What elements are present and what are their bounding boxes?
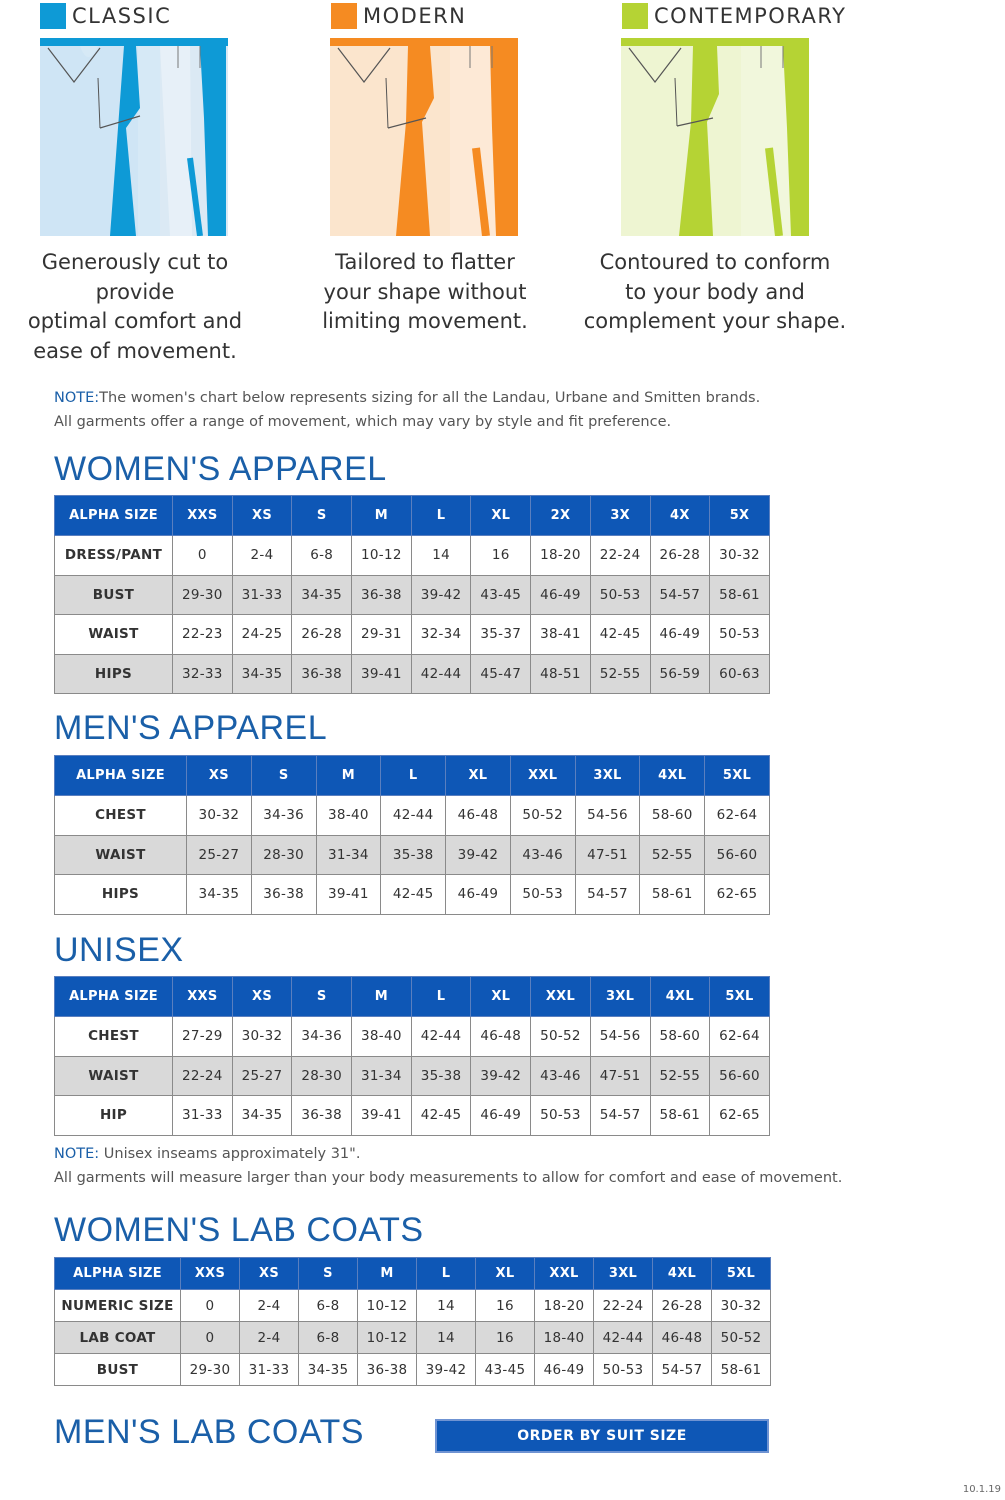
size-header-cell: M [352, 496, 412, 536]
measurement-cell: 54-57 [575, 875, 640, 915]
fit-contemporary-heading [622, 2, 847, 30]
measurement-label: BUST [55, 575, 173, 615]
size-header-cell: 2X [531, 496, 591, 536]
size-header-cell: XL [446, 756, 511, 796]
table-row [55, 1056, 770, 1096]
womens-lab-coats-title: WOMEN'S LAB COATS [54, 1211, 424, 1249]
womens-size-table [54, 495, 770, 694]
fit-contemporary-description [580, 248, 850, 337]
measurement-cell: 30-32 [187, 796, 252, 836]
measurement-cell: 42-44 [411, 1017, 471, 1057]
measurement-label: WAIST [55, 1056, 173, 1096]
measurement-cell: 46-49 [650, 615, 710, 655]
womens-lab-coats-table [54, 1257, 771, 1386]
measurement-cell: 54-57 [653, 1354, 712, 1386]
measurement-cell: 25-27 [187, 835, 252, 875]
measurement-cell: 34-35 [299, 1354, 358, 1386]
measurement-cell: 34-36 [292, 1017, 352, 1057]
measurement-cell: 42-44 [411, 654, 471, 694]
measurement-cell: 31-33 [232, 575, 292, 615]
table-header-row [55, 756, 770, 796]
measurement-cell: 2-4 [232, 536, 292, 576]
measurement-cell: 36-38 [251, 875, 316, 915]
size-header-cell: XXS [173, 977, 233, 1017]
size-header-cell: L [381, 756, 446, 796]
measurement-cell: 54-57 [650, 575, 710, 615]
womens-apparel-title: WOMEN'S APPAREL [54, 450, 387, 488]
measurement-cell: 31-33 [173, 1096, 233, 1136]
table-row [55, 536, 770, 576]
measurement-cell: 34-35 [232, 654, 292, 694]
measurement-cell: 28-30 [292, 1056, 352, 1096]
size-header-cell: XL [476, 1258, 535, 1290]
modern-desc-line: Tailored to flatter [335, 250, 515, 274]
size-header-cell: 5X [710, 496, 770, 536]
measurement-cell: 31-33 [240, 1354, 299, 1386]
measurement-cell: 28-30 [251, 835, 316, 875]
table-row [55, 615, 770, 655]
measurement-cell: 6-8 [299, 1290, 358, 1322]
size-header-cell: L [411, 977, 471, 1017]
unisex-note-line-1 [54, 1142, 954, 1166]
measurement-cell: 50-53 [510, 875, 575, 915]
measurement-cell: 62-64 [705, 796, 770, 836]
measurement-label: WAIST [55, 835, 187, 875]
measurement-cell: 34-35 [232, 1096, 292, 1136]
measurement-cell: 43-46 [531, 1056, 591, 1096]
measurement-cell: 46-49 [535, 1354, 594, 1386]
alpha-size-header: ALPHA SIZE [55, 496, 173, 536]
measurement-cell: 60-63 [710, 654, 770, 694]
measurement-cell: 10-12 [358, 1290, 417, 1322]
modern-desc-line: limiting movement. [322, 309, 528, 333]
measurement-label: DRESS/PANT [55, 536, 173, 576]
measurement-cell: 18-20 [531, 536, 591, 576]
size-header-cell: L [417, 1258, 476, 1290]
fit-contemporary-title: CONTEMPORARY [654, 4, 847, 28]
measurement-cell: 22-24 [590, 536, 650, 576]
measurement-cell: 31-34 [352, 1056, 412, 1096]
size-header-cell: XXL [510, 756, 575, 796]
size-header-cell: M [352, 977, 412, 1017]
modern-garment-illustration [330, 38, 518, 236]
size-header-cell: S [299, 1258, 358, 1290]
measurement-cell: 58-60 [640, 796, 705, 836]
measurement-cell: 2-4 [240, 1322, 299, 1354]
measurement-cell: 43-45 [476, 1354, 535, 1386]
measurement-cell: 10-12 [358, 1322, 417, 1354]
measurement-cell: 30-32 [712, 1290, 771, 1322]
measurement-cell: 14 [417, 1322, 476, 1354]
measurement-cell: 39-42 [446, 835, 511, 875]
measurement-cell: 25-27 [232, 1056, 292, 1096]
measurement-cell: 46-48 [653, 1322, 712, 1354]
classic-desc-line: Generously cut to provide [41, 250, 229, 304]
classic-desc-line: ease of movement. [33, 338, 237, 363]
measurement-cell: 46-49 [531, 575, 591, 615]
note-label: NOTE: [54, 1146, 100, 1162]
measurement-cell: 54-57 [590, 1096, 650, 1136]
measurement-cell: 45-47 [471, 654, 531, 694]
sizing-note [54, 386, 954, 434]
measurement-label: BUST [55, 1354, 181, 1386]
contemporary-desc-line: complement your shape. [583, 309, 847, 333]
size-header-cell: 4X [650, 496, 710, 536]
measurement-cell: 14 [417, 1290, 476, 1322]
contemporary-desc-line: to your body and [625, 279, 805, 304]
measurement-cell: 50-52 [531, 1017, 591, 1057]
measurement-cell: 36-38 [358, 1354, 417, 1386]
measurement-label: NUMERIC SIZE [55, 1290, 181, 1322]
mens-lab-coats-title: MEN'S LAB COATS [54, 1413, 364, 1451]
measurement-label: WAIST [55, 615, 173, 655]
measurement-cell: 58-61 [712, 1354, 771, 1386]
measurement-cell: 34-35 [187, 875, 252, 915]
size-header-cell: XS [232, 496, 292, 536]
contemporary-swatch [622, 3, 648, 29]
measurement-cell: 2-4 [240, 1290, 299, 1322]
measurement-cell: 46-48 [471, 1017, 531, 1057]
measurement-cell: 43-46 [510, 835, 575, 875]
measurement-cell: 0 [181, 1290, 240, 1322]
measurement-cell: 34-35 [292, 575, 352, 615]
table-row [55, 1354, 771, 1386]
measurement-cell: 50-53 [531, 1096, 591, 1136]
measurement-cell: 24-25 [232, 615, 292, 655]
measurement-cell: 38-40 [352, 1017, 412, 1057]
measurement-cell: 47-51 [575, 835, 640, 875]
modern-swatch [331, 3, 357, 29]
size-header-cell: 4XL [640, 756, 705, 796]
table-header-row [55, 496, 770, 536]
measurement-cell: 35-38 [381, 835, 446, 875]
table-row [55, 1290, 771, 1322]
measurement-cell: 50-53 [710, 615, 770, 655]
size-header-cell: 5XL [710, 977, 770, 1017]
order-by-suit-size-button[interactable]: ORDER BY SUIT SIZE [435, 1419, 769, 1453]
table-row [55, 575, 770, 615]
measurement-cell: 31-34 [316, 835, 381, 875]
modern-desc-line: your shape without [323, 279, 527, 304]
measurement-cell: 36-38 [352, 575, 412, 615]
measurement-cell: 39-42 [417, 1354, 476, 1386]
measurement-cell: 50-52 [510, 796, 575, 836]
measurement-cell: 58-60 [650, 1017, 710, 1057]
measurement-cell: 6-8 [292, 536, 352, 576]
measurement-label: CHEST [55, 796, 187, 836]
measurement-cell: 30-32 [710, 536, 770, 576]
measurement-cell: 42-45 [411, 1096, 471, 1136]
measurement-cell: 46-49 [471, 1096, 531, 1136]
table-row [55, 796, 770, 836]
classic-desc-line: optimal comfort and [27, 309, 243, 333]
measurement-cell: 39-41 [316, 875, 381, 915]
measurement-cell: 50-53 [594, 1354, 653, 1386]
measurement-cell: 0 [181, 1322, 240, 1354]
size-header-cell: S [292, 977, 352, 1017]
measurement-cell: 42-45 [381, 875, 446, 915]
size-header-cell: S [251, 756, 316, 796]
measurement-cell: 18-20 [535, 1290, 594, 1322]
size-header-cell: 3XL [590, 977, 650, 1017]
measurement-label: HIPS [55, 875, 187, 915]
measurement-cell: 52-55 [640, 835, 705, 875]
size-header-cell: 5XL [705, 756, 770, 796]
size-header-cell: 3XL [575, 756, 640, 796]
measurement-cell: 16 [476, 1322, 535, 1354]
version-label: 10.1.19 [962, 1484, 1001, 1495]
measurement-cell: 54-56 [590, 1017, 650, 1057]
measurement-cell: 48-51 [531, 654, 591, 694]
measurement-cell: 26-28 [650, 536, 710, 576]
measurement-cell: 62-65 [710, 1096, 770, 1136]
measurement-cell: 36-38 [292, 654, 352, 694]
table-row [55, 1096, 770, 1136]
measurement-cell: 52-55 [590, 654, 650, 694]
size-header-cell: XS [240, 1258, 299, 1290]
measurement-label: HIPS [55, 654, 173, 694]
table-header-row [55, 977, 770, 1017]
unisex-size-table [54, 976, 770, 1136]
table-header-row [55, 1258, 771, 1290]
measurement-label: CHEST [55, 1017, 173, 1057]
size-header-cell: XS [232, 977, 292, 1017]
measurement-cell: 56-59 [650, 654, 710, 694]
measurement-cell: 16 [471, 536, 531, 576]
measurement-cell: 27-29 [173, 1017, 233, 1057]
measurement-cell: 26-28 [292, 615, 352, 655]
measurement-label: HIP [55, 1096, 173, 1136]
table-row [55, 654, 770, 694]
note-label: NOTE: [54, 390, 100, 406]
measurement-cell: 42-45 [590, 615, 650, 655]
measurement-cell: 56-60 [705, 835, 770, 875]
table-row [55, 835, 770, 875]
size-header-cell: XXS [181, 1258, 240, 1290]
size-header-cell: 4XL [653, 1258, 712, 1290]
fit-modern-title: MODERN [363, 4, 467, 28]
measurement-cell: 16 [476, 1290, 535, 1322]
mens-size-table [54, 755, 770, 915]
measurement-cell: 38-41 [531, 615, 591, 655]
measurement-cell: 30-32 [232, 1017, 292, 1057]
measurement-cell: 43-45 [471, 575, 531, 615]
measurement-cell: 54-56 [575, 796, 640, 836]
size-header-cell: 3XL [594, 1258, 653, 1290]
size-header-cell: M [316, 756, 381, 796]
size-header-cell: XXL [531, 977, 591, 1017]
size-header-cell: XS [187, 756, 252, 796]
note-text: Unisex inseams approximately 31". [103, 1146, 361, 1162]
measurement-cell: 38-40 [316, 796, 381, 836]
measurement-cell: 62-65 [705, 875, 770, 915]
unisex-note-line-2: All garments will measure larger than your body measurements to allow for comfort and ease of movement. [54, 1170, 843, 1186]
measurement-cell: 50-53 [590, 575, 650, 615]
size-header-cell: XXS [173, 496, 233, 536]
measurement-cell: 32-33 [173, 654, 233, 694]
note-text: The women's chart below represents sizing for all the Landau, Urbane and Smitten brands. [99, 390, 761, 406]
fit-classic-description [0, 248, 270, 366]
measurement-cell: 39-42 [411, 575, 471, 615]
size-header-cell: 4XL [650, 977, 710, 1017]
measurement-cell: 42-44 [594, 1322, 653, 1354]
measurement-cell: 29-31 [352, 615, 412, 655]
size-header-cell: XXL [535, 1258, 594, 1290]
measurement-cell: 58-61 [650, 1096, 710, 1136]
alpha-size-header: ALPHA SIZE [55, 977, 173, 1017]
measurement-cell: 32-34 [411, 615, 471, 655]
measurement-cell: 39-41 [352, 1096, 412, 1136]
size-header-cell: 3X [590, 496, 650, 536]
size-header-cell: 5XL [712, 1258, 771, 1290]
measurement-cell: 22-23 [173, 615, 233, 655]
fit-classic-title: CLASSIC [72, 4, 172, 28]
fit-classic-heading [40, 2, 171, 30]
table-row [55, 1017, 770, 1057]
contemporary-garment-illustration [621, 38, 809, 236]
measurement-cell: 52-55 [650, 1056, 710, 1096]
measurement-cell: 34-36 [251, 796, 316, 836]
contemporary-desc-line: Contoured to conform [599, 250, 831, 274]
fit-modern-heading [331, 2, 466, 30]
measurement-cell: 42-44 [381, 796, 446, 836]
measurement-cell: 35-37 [471, 615, 531, 655]
measurement-cell: 39-41 [352, 654, 412, 694]
measurement-cell: 29-30 [173, 575, 233, 615]
size-header-cell: XL [471, 496, 531, 536]
size-header-cell: M [358, 1258, 417, 1290]
alpha-size-header: ALPHA SIZE [55, 756, 187, 796]
size-header-cell: L [411, 496, 471, 536]
table-row [55, 875, 770, 915]
measurement-cell: 10-12 [352, 536, 412, 576]
measurement-cell: 46-49 [446, 875, 511, 915]
classic-garment-illustration [40, 38, 228, 236]
measurement-cell: 22-24 [173, 1056, 233, 1096]
measurement-cell: 58-61 [640, 875, 705, 915]
alpha-size-header: ALPHA SIZE [55, 1258, 181, 1290]
sizing-note-line-2: All garments offer a range of movement, which may vary by style and fit preference. [54, 414, 672, 430]
measurement-cell: 26-28 [653, 1290, 712, 1322]
sizing-note-line-1 [54, 386, 954, 410]
mens-apparel-title: MEN'S APPAREL [54, 709, 328, 747]
size-header-cell: XL [471, 977, 531, 1017]
measurement-cell: 36-38 [292, 1096, 352, 1136]
measurement-cell: 50-52 [712, 1322, 771, 1354]
measurement-cell: 47-51 [590, 1056, 650, 1096]
fit-modern-description [290, 248, 560, 337]
measurement-cell: 39-42 [471, 1056, 531, 1096]
unisex-note [54, 1142, 954, 1190]
measurement-cell: 58-61 [710, 575, 770, 615]
classic-swatch [40, 3, 66, 29]
measurement-cell: 46-48 [446, 796, 511, 836]
measurement-cell: 56-60 [710, 1056, 770, 1096]
measurement-label: LAB COAT [55, 1322, 181, 1354]
measurement-cell: 62-64 [710, 1017, 770, 1057]
measurement-cell: 22-24 [594, 1290, 653, 1322]
measurement-cell: 6-8 [299, 1322, 358, 1354]
measurement-cell: 18-40 [535, 1322, 594, 1354]
size-header-cell: S [292, 496, 352, 536]
measurement-cell: 0 [173, 536, 233, 576]
table-row [55, 1322, 771, 1354]
measurement-cell: 35-38 [411, 1056, 471, 1096]
unisex-title: UNISEX [54, 931, 184, 969]
measurement-cell: 14 [411, 536, 471, 576]
measurement-cell: 29-30 [181, 1354, 240, 1386]
